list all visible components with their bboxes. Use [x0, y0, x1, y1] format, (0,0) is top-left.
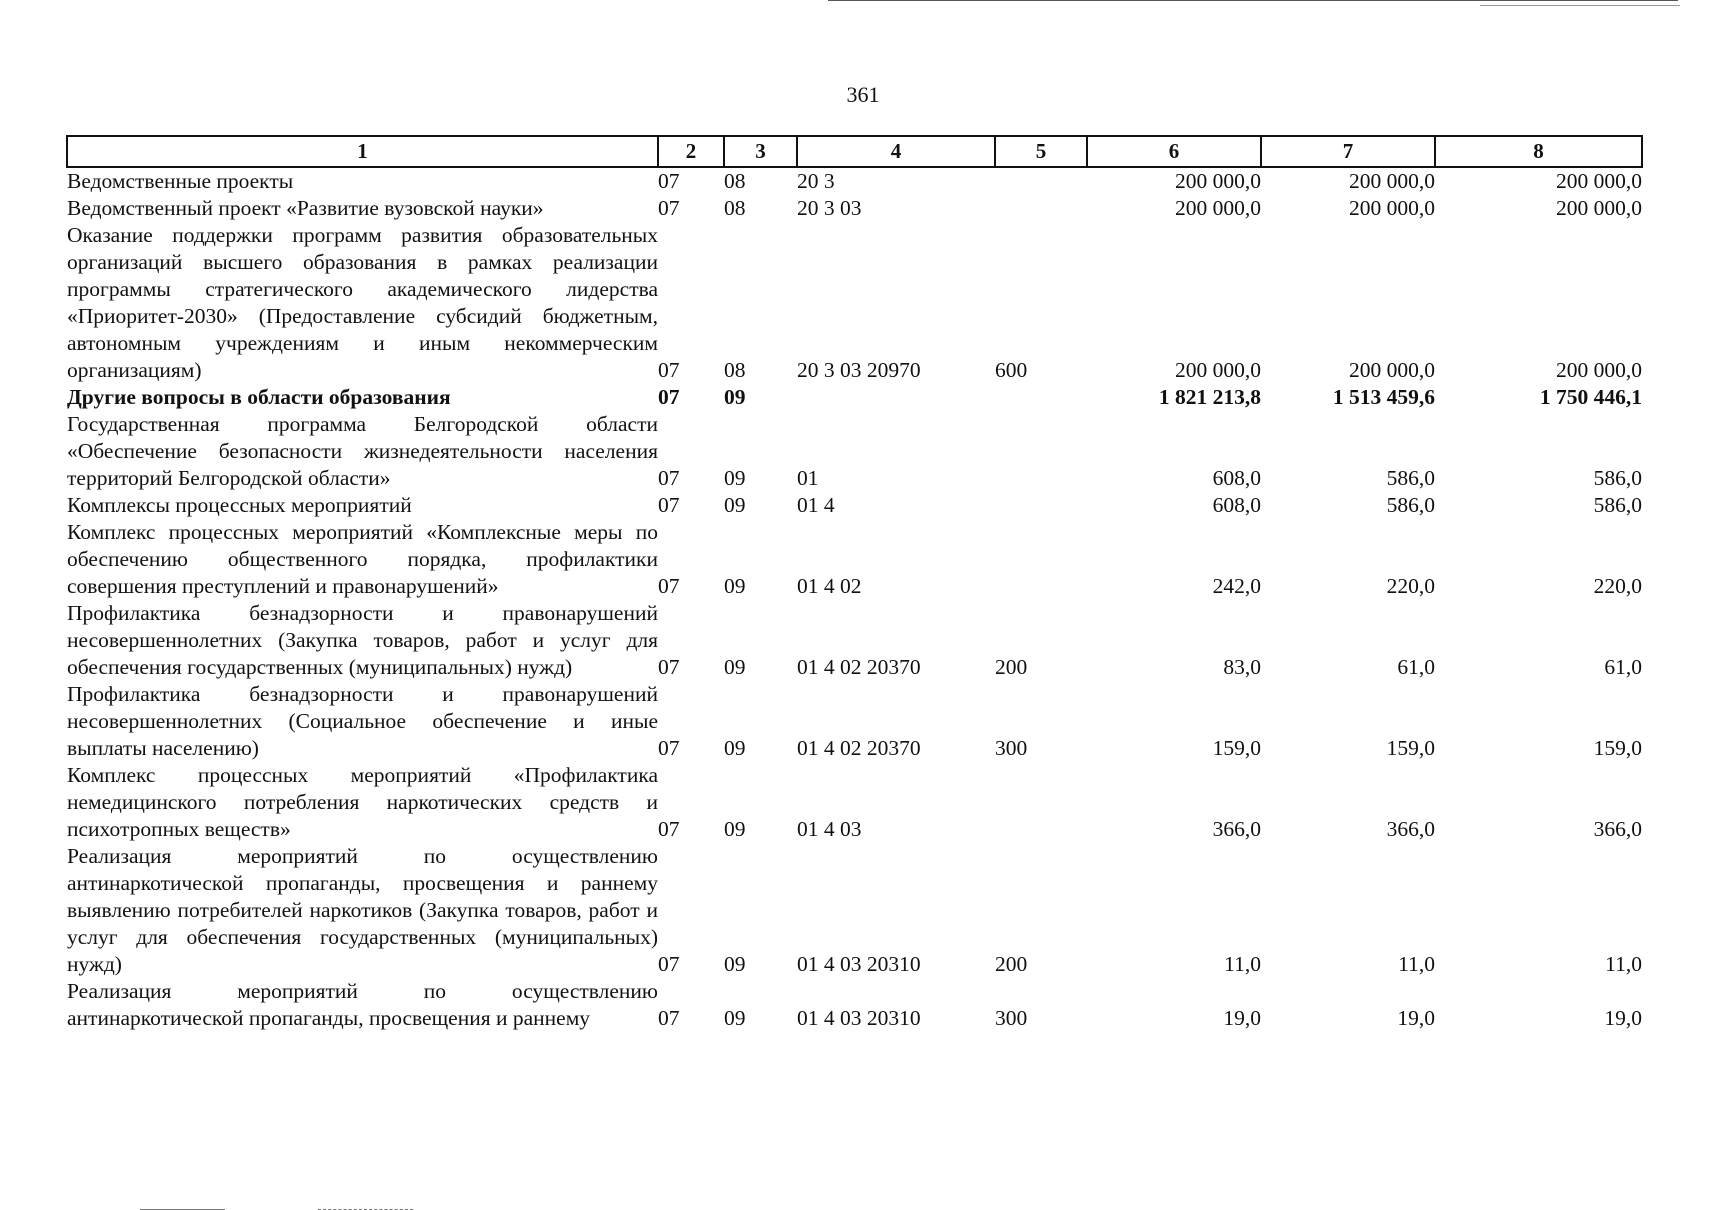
row-subsection-code: 08 [724, 358, 746, 382]
row-section-code: 07 [658, 196, 680, 220]
row-amount-col7: 200 000,0 [1349, 358, 1435, 382]
row-subsection-code: 09 [724, 493, 746, 517]
row-amount-col6: 83,0 [1223, 655, 1261, 679]
row-amount-col7: 1 513 459,6 [1332, 385, 1435, 409]
table-row [67, 681, 1642, 762]
top-rule [828, 0, 1678, 1]
row-subsection-code: 09 [724, 736, 746, 760]
row-name: Комплекс процессных мероприятий «Комплексные меры по обеспечению общественного порядка, профилактики совершения преступлений и правонарушений» [67, 520, 658, 598]
table-row [67, 167, 1642, 195]
row-subsection-code: 09 [724, 574, 746, 598]
row-amount-col8: 220,0 [1593, 574, 1642, 598]
row-section-code: 07 [658, 385, 680, 409]
row-subsection-code: 08 [724, 169, 746, 193]
row-section-code: 07 [658, 736, 680, 760]
row-amount-col6: 19,0 [1223, 1006, 1261, 1030]
table-header [67, 136, 1642, 167]
page-number: 361 [846, 82, 880, 107]
row-amount-col7: 19,0 [1397, 1006, 1435, 1030]
row-name: Профилактика безнадзорности и правонарушений несовершеннолетних (Социальное обеспечение и иные выплаты населению) [67, 682, 658, 760]
table-row [67, 195, 1642, 222]
row-name: Комплекс процессных мероприятий «Профилактика немедицинского потребления наркотических средств и психотропных веществ» [67, 763, 658, 841]
row-amount-col8: 61,0 [1604, 655, 1642, 679]
row-target-article: 01 4 [797, 493, 835, 517]
row-expense-type [995, 411, 1087, 492]
table-row [67, 222, 1642, 384]
row-amount-col6: 1 821 213,8 [1158, 385, 1261, 409]
row-expense-type: 200 [995, 655, 1028, 679]
row-amount-col8: 586,0 [1593, 493, 1642, 517]
row-target-article: 01 4 02 [797, 574, 862, 598]
table-row [67, 384, 1642, 411]
row-amount-col8: 366,0 [1593, 817, 1642, 841]
row-amount-col8: 200 000,0 [1556, 169, 1642, 193]
row-amount-col8: 200 000,0 [1556, 358, 1642, 382]
row-subsection-code: 09 [724, 655, 746, 679]
row-amount-col6: 200 000,0 [1175, 169, 1261, 193]
row-section-code: 07 [658, 358, 680, 382]
table-row [67, 519, 1642, 600]
budget-table [66, 135, 1643, 1032]
row-amount-col7: 586,0 [1386, 493, 1435, 517]
row-amount-col8: 1 750 446,1 [1539, 385, 1642, 409]
row-expense-type [995, 492, 1087, 519]
row-name: Другие вопросы в области образования [67, 385, 451, 409]
header-col-4: 4 [797, 136, 995, 167]
table-body [67, 167, 1642, 1032]
row-subsection-code: 08 [724, 196, 746, 220]
header-col-3: 3 [724, 136, 797, 167]
row-expense-type: 300 [995, 1006, 1028, 1030]
row-target-article: 20 3 [797, 169, 835, 193]
row-amount-col8: 19,0 [1604, 1006, 1642, 1030]
row-expense-type [995, 167, 1087, 195]
row-subsection-code: 09 [724, 817, 746, 841]
row-subsection-code: 09 [724, 466, 746, 490]
row-amount-col6: 11,0 [1224, 952, 1261, 976]
row-section-code: 07 [658, 169, 680, 193]
row-name: Комплексы процессных мероприятий [67, 493, 412, 517]
top-rule-secondary [1480, 5, 1680, 6]
row-name: Реализация мероприятий по осуществлению антинаркотической пропаганды, просвещения и раннему [67, 979, 658, 1030]
table-row [67, 492, 1642, 519]
header-col-7: 7 [1261, 136, 1435, 167]
row-name: Профилактика безнадзорности и правонарушений несовершеннолетних (Закупка товаров, работ и услуг для обеспечения государственных (муниципальных) нужд) [67, 601, 658, 679]
row-name: Государственная программа Белгородской области «Обеспечение безопасности жизнедеятельности населения территорий Белгородской области» [67, 412, 658, 490]
row-expense-type [995, 195, 1087, 222]
row-section-code: 07 [658, 493, 680, 517]
row-section-code: 07 [658, 466, 680, 490]
row-target-article: 01 4 02 20370 [797, 736, 921, 760]
row-expense-type: 300 [995, 736, 1028, 760]
row-section-code: 07 [658, 655, 680, 679]
row-subsection-code: 09 [724, 1006, 746, 1030]
row-amount-col6: 608,0 [1212, 493, 1261, 517]
row-amount-col8: 200 000,0 [1556, 196, 1642, 220]
row-name: Ведомственные проекты [67, 169, 294, 193]
row-target-article: 01 4 03 20310 [797, 1006, 921, 1030]
row-amount-col6: 608,0 [1212, 466, 1261, 490]
row-expense-type [995, 384, 1087, 411]
row-target-article: 20 3 03 20970 [797, 358, 921, 382]
row-amount-col8: 159,0 [1593, 736, 1642, 760]
table-row [67, 762, 1642, 843]
row-section-code: 07 [658, 952, 680, 976]
row-expense-type: 200 [995, 952, 1028, 976]
row-amount-col6: 200 000,0 [1175, 196, 1261, 220]
row-section-code: 07 [658, 1006, 680, 1030]
row-name: Ведомственный проект «Развитие вузовской науки» [67, 196, 544, 220]
table-row [67, 843, 1642, 978]
row-amount-col7: 159,0 [1386, 736, 1435, 760]
row-amount-col7: 586,0 [1386, 466, 1435, 490]
row-target-article: 01 4 03 20310 [797, 952, 921, 976]
row-subsection-code: 09 [724, 385, 746, 409]
header-col-6: 6 [1087, 136, 1261, 167]
header-col-2: 2 [658, 136, 724, 167]
row-target-article [797, 384, 995, 411]
row-target-article: 01 [797, 466, 819, 490]
row-target-article: 01 4 02 20370 [797, 655, 921, 679]
row-amount-col6: 200 000,0 [1175, 358, 1261, 382]
table-row [67, 978, 1642, 1032]
row-amount-col7: 200 000,0 [1349, 196, 1435, 220]
header-row [67, 136, 1642, 167]
row-subsection-code: 09 [724, 952, 746, 976]
row-amount-col7: 220,0 [1386, 574, 1435, 598]
row-amount-col7: 366,0 [1386, 817, 1435, 841]
row-name: Реализация мероприятий по осуществлению антинаркотической пропаганды, просвещения и раннему выявлению потребителей наркотиков (Закупка товаров, работ и услуг для обеспечения государственных (муниципальных) нужд) [67, 844, 658, 976]
table-row [67, 411, 1642, 492]
row-amount-col8: 586,0 [1593, 466, 1642, 490]
row-amount-col7: 61,0 [1397, 655, 1435, 679]
row-amount-col8: 11,0 [1605, 952, 1642, 976]
row-expense-type: 600 [995, 358, 1028, 382]
table-row [67, 600, 1642, 681]
row-name: Оказание поддержки программ развития образовательных организаций высшего образования в рамках реализации программы стратегического академического лидерства «Приоритет-2030» (Предоставление субсидий бюджетным, автономным учреждениям и иным некоммерческим организациям) [67, 223, 658, 382]
row-section-code: 07 [658, 574, 680, 598]
row-amount-col6: 159,0 [1212, 736, 1261, 760]
row-expense-type [995, 762, 1087, 843]
row-amount-col6: 366,0 [1212, 817, 1261, 841]
row-section-code: 07 [658, 817, 680, 841]
row-target-article: 01 4 03 [797, 817, 862, 841]
header-col-1: 1 [67, 136, 658, 167]
header-col-5: 5 [995, 136, 1087, 167]
row-expense-type [995, 519, 1087, 600]
row-amount-col6: 242,0 [1212, 574, 1261, 598]
header-col-8: 8 [1435, 136, 1642, 167]
row-target-article: 20 3 03 [797, 196, 862, 220]
row-amount-col7: 11,0 [1398, 952, 1435, 976]
row-amount-col7: 200 000,0 [1349, 169, 1435, 193]
